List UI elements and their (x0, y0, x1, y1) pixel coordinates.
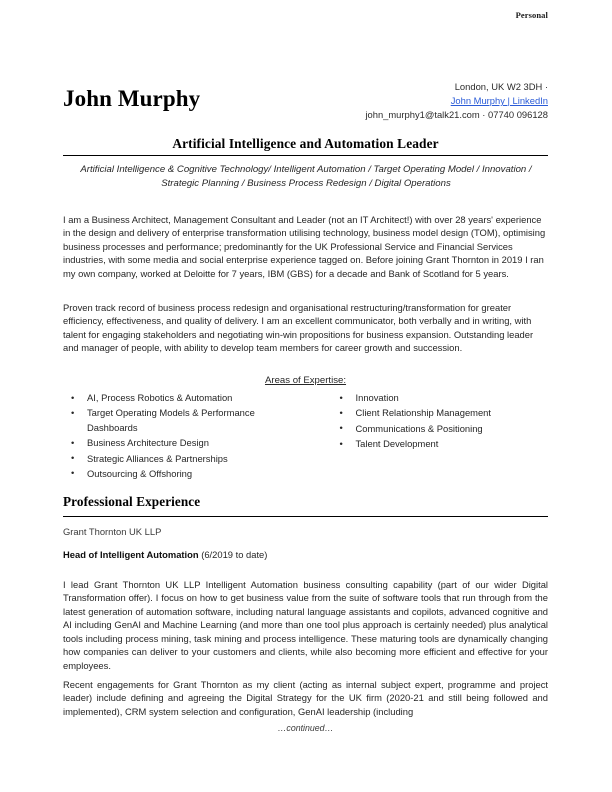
role-paragraph-2: Recent engagements for Grant Thornton as my client (acting as internal subject expert, programme and project leader) include defining and agreeing the Digital Strategy for the UK firm (2020-21 and still being followed and implemented), CRM system selection and configuration, GenAI leadership (including (63, 679, 548, 717)
summary-paragraph-2: Proven track record of business process redesign and organisational restructuring/transformation for greater efficiency, effectiveness, and quality of delivery. I am an excellent communicator, both verbally and in writing, with talent for engaging stakeholders and negotiating win-win propositions for business expansion. Outstanding leader and manager of people, with ability to develop team members for career growth and succession. (63, 302, 534, 354)
expertise-column-right (306, 391, 549, 482)
page-title: Artificial Intelligence and Automation Leader (172, 136, 439, 151)
contact-block (365, 78, 548, 122)
list-item: • Business Architecture Design (63, 436, 306, 450)
areas-of-expertise-columns (63, 391, 548, 482)
linkedin-link[interactable]: John Murphy | LinkedIn (450, 94, 548, 106)
candidate-name: John Murphy (63, 86, 201, 111)
list-item: • Outsourcing & Offshoring (63, 467, 306, 481)
list-item: • Talent Development (332, 437, 549, 451)
list-item: • Strategic Alliances & Partnerships (63, 452, 306, 466)
role-paragraph-1: I lead Grant Thornton UK LLP Intelligent Automation business consulting capability (part of our wider Digital Transformation offer). I focus on how to get business value from the suite of software tools that run through from the latest generation of automation software, including natural language assistants and copilots, advanced cognitive and AI including GenAI and Machine Learning (and more than one tool plus approach is certainly needed) plus analytical tools including process mining, task mining and process intelligence. These maturing tools are dynamically changing how companies can deliver to your customers and clients, while also becoming more efficient and effective for your employees. (63, 579, 548, 671)
title-divider (63, 155, 548, 156)
areas-of-expertise-heading-text: Areas of Expertise: (264, 375, 347, 386)
list-item: • Innovation (332, 391, 549, 405)
list-item: • Target Operating Models & Performance Dashboards (63, 406, 306, 435)
expertise-list-left (63, 391, 306, 481)
list-item: • AI, Process Robotics & Automation (63, 391, 306, 405)
contact-email-phone: john_murphy1@talk21.com · 07740 096128 (365, 108, 548, 120)
continued-footer: …continued… (277, 723, 334, 733)
running-header: Personal (515, 10, 548, 20)
role-title: Head of Intelligent Automation (63, 549, 199, 560)
role-line (63, 549, 267, 560)
experience-divider (63, 516, 548, 517)
expertise-list-right (332, 391, 549, 452)
expertise-column-left (63, 391, 306, 482)
employer-name: Grant Thornton UK LLP (63, 526, 162, 537)
list-item: • Communications & Positioning (332, 422, 549, 436)
section-heading-professional-experience: Professional Experience (63, 494, 201, 509)
areas-of-expertise-heading (63, 375, 548, 386)
header-block (63, 78, 548, 122)
list-item: • Client Relationship Management (332, 406, 549, 420)
contact-linkedin-line (365, 94, 548, 108)
headline-subtitle: Artificial Intelligence & Cognitive Technology/ Intelligent Automation / Target Operating Model / Innovation / Strategic Planning / Business Process Redesign / Digital Operations (80, 164, 532, 189)
summary-paragraph-1: I am a Business Architect, Management Consultant and Leader (not an IT Architect!) with over 28 years' experience in the design and delivery of enterprise transformation utilising technology, business model design (TOM), optimising business processes and performance; predominantly for the UK Professional Service and Financial Services industries, with some media and social enterprise experience tagged on. Before joining Grant Thornton in 2019 I ran my own company, worked at Deloitte for 7 years, IBM (GBS) for a decade and Bank of Scotland for 5 years. (63, 214, 546, 279)
contact-location: London, UK W2 3DH · (454, 81, 548, 92)
role-dates: (6/2019 to date) (198, 549, 268, 560)
